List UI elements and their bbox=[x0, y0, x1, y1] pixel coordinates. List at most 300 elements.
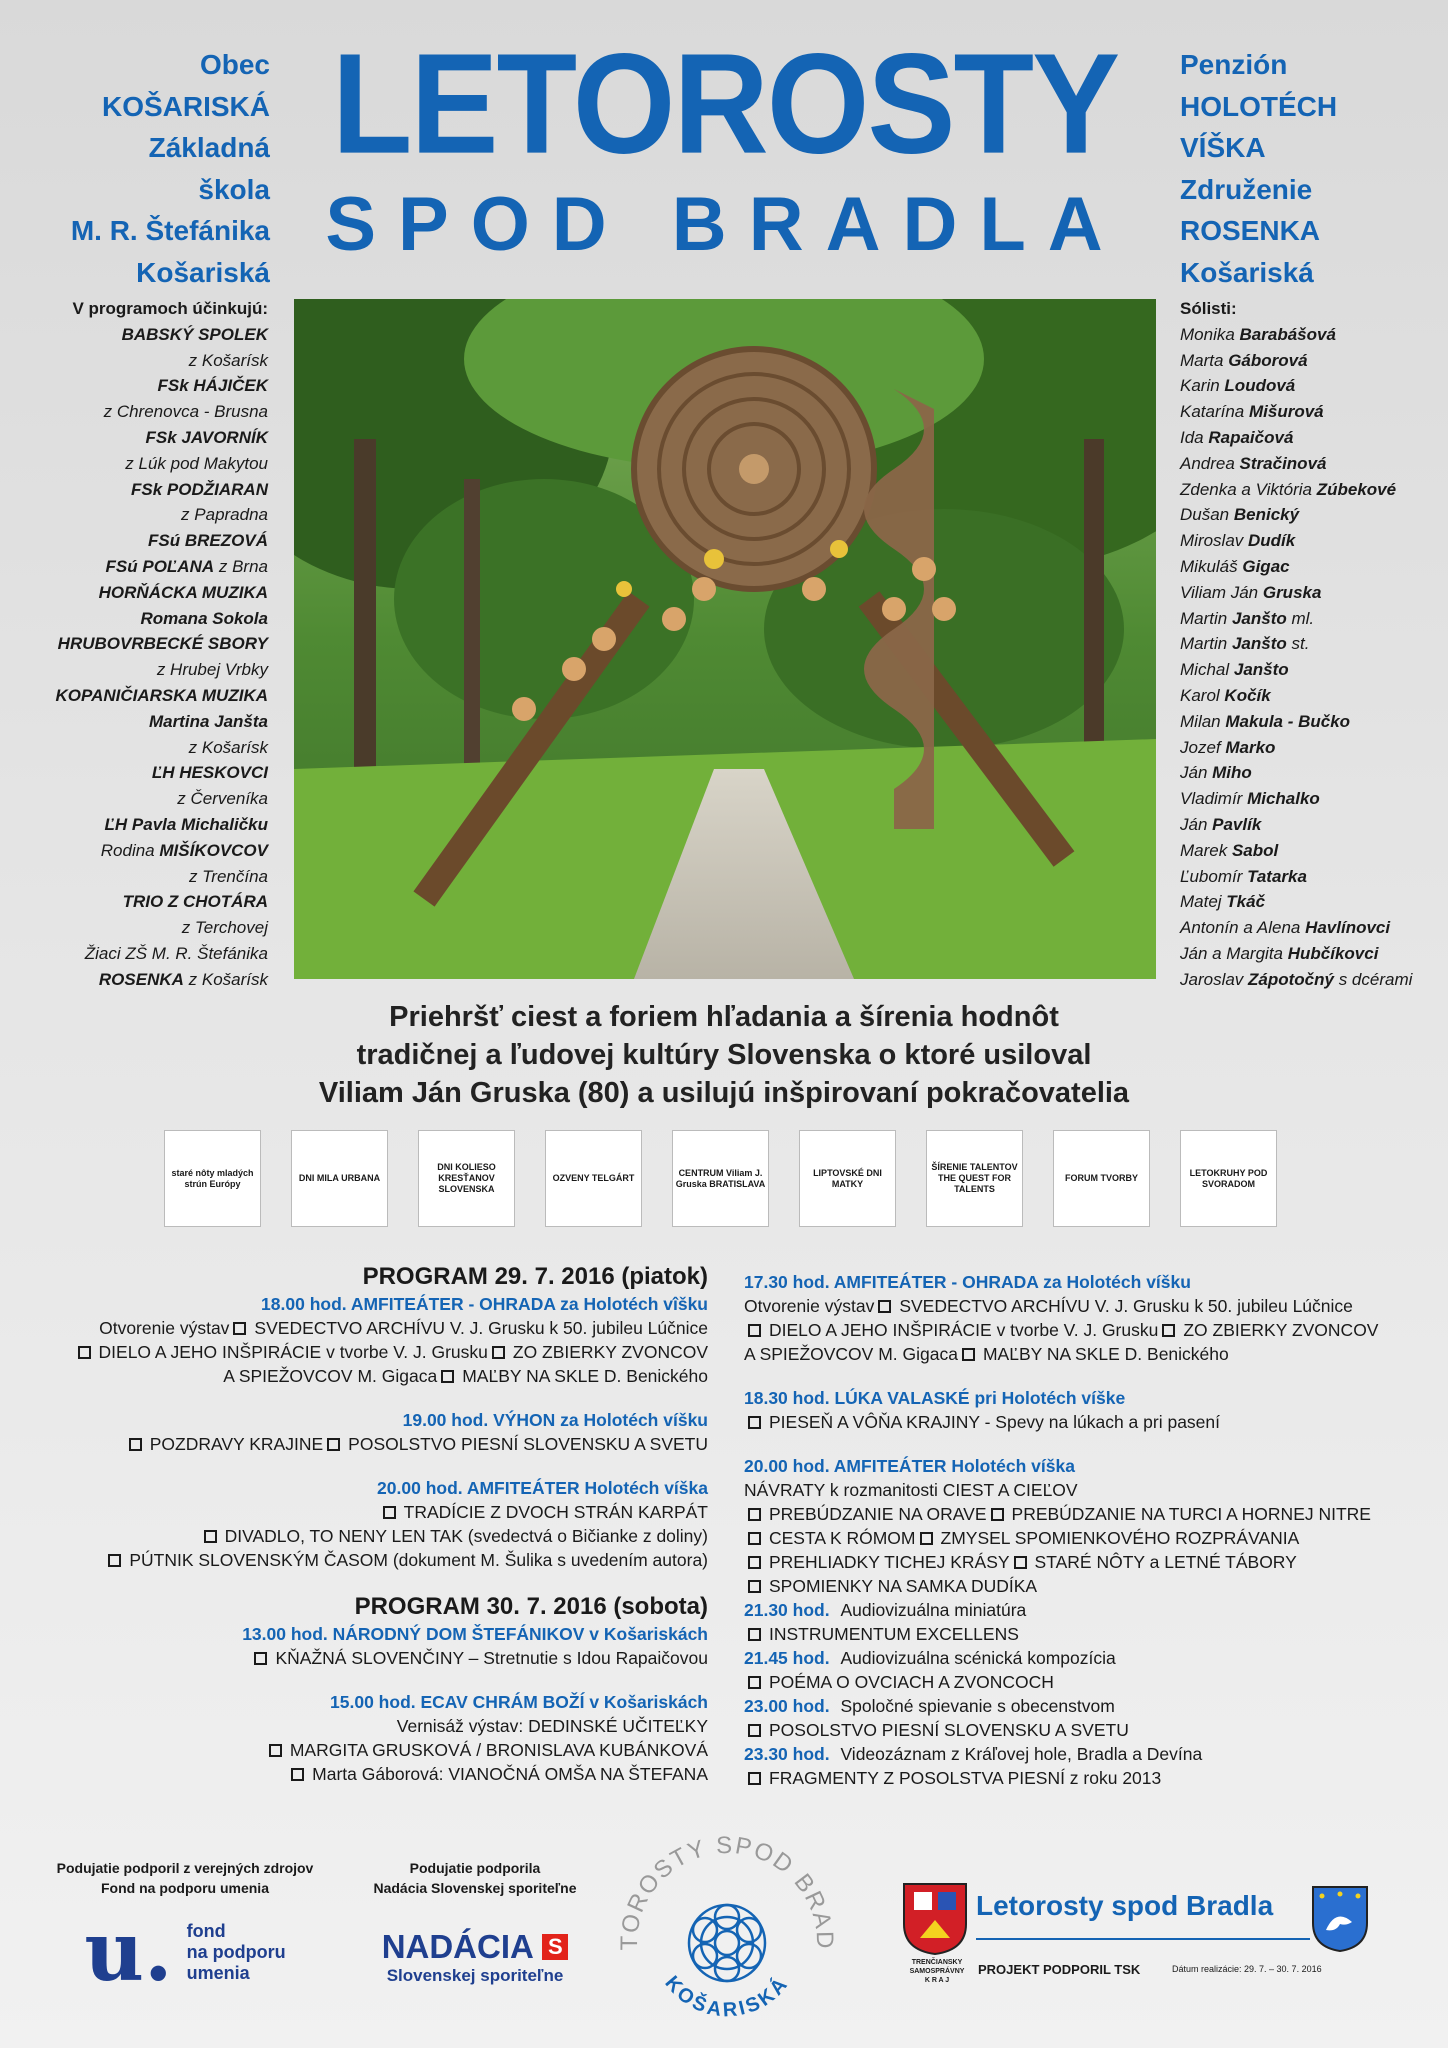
seal-icon bbox=[612, 1828, 842, 2038]
performer-line bbox=[10, 864, 268, 890]
program-item: Videozáznam z Kráľovej hole, Bradla a Devína bbox=[840, 1744, 1203, 1764]
soloist-line bbox=[1180, 735, 1440, 761]
program-item: POÉMA O OVCIACH A ZVONCOCH bbox=[769, 1672, 1054, 1692]
performer-line bbox=[10, 373, 268, 399]
organizer-line: ROSENKA bbox=[1180, 215, 1321, 246]
soloist-surname: Benický bbox=[1233, 505, 1300, 525]
performer-line bbox=[10, 502, 268, 528]
soloist-first: Jozef bbox=[1180, 737, 1226, 757]
performer-line bbox=[10, 631, 268, 657]
checkbox-square-icon bbox=[254, 1652, 267, 1665]
tsk-sponsor bbox=[900, 1880, 1380, 2010]
program-line bbox=[20, 1432, 708, 1456]
soloist-line bbox=[1180, 451, 1440, 477]
soloist-first: Miroslav bbox=[1180, 531, 1249, 551]
program-line bbox=[744, 1598, 1434, 1622]
soloist-line bbox=[1180, 348, 1440, 374]
organizer-line: VÍŠKA bbox=[1180, 132, 1266, 163]
checkbox-square-icon bbox=[441, 1370, 454, 1383]
program-line bbox=[744, 1478, 1434, 1502]
soloist-surname: Mišurová bbox=[1249, 402, 1324, 422]
performer-name: TRIO Z CHOTÁRA bbox=[122, 892, 268, 912]
soloist-first: Antonín a Alena bbox=[1180, 918, 1306, 938]
program-line bbox=[744, 1502, 1434, 1526]
program-item: CESTA K RÓMOM bbox=[769, 1528, 916, 1548]
soloist-surname: Dudík bbox=[1248, 531, 1296, 551]
soloist-surname: Gigac bbox=[1242, 556, 1290, 576]
program-item: PREBÚDZANIE NA TURCI A HORNEJ NITRE bbox=[1011, 1504, 1371, 1524]
soloist-line bbox=[1180, 477, 1440, 503]
partner-logo: ŠÍRENIE TALENTOV THE QUEST FOR TALENTS bbox=[926, 1130, 1023, 1227]
soloist-surname: Zúbekové bbox=[1316, 479, 1397, 499]
checkbox-square-icon bbox=[1014, 1556, 1027, 1569]
performer-line bbox=[10, 889, 268, 915]
performer-line bbox=[10, 322, 268, 348]
checkbox-square-icon bbox=[492, 1346, 505, 1359]
program-item: PREHLIADKY TICHEJ KRÁSY bbox=[769, 1552, 1010, 1572]
program-line bbox=[744, 1550, 1434, 1574]
soloist-surname: Janšto bbox=[1231, 608, 1287, 628]
program-line bbox=[744, 1742, 1434, 1766]
checkbox-square-icon bbox=[748, 1556, 761, 1569]
performer-name: ROSENKA bbox=[98, 969, 184, 989]
organizer-left bbox=[40, 44, 270, 293]
program-line bbox=[744, 1342, 1434, 1366]
soloist-line bbox=[1180, 502, 1440, 528]
tsk-small-line: SAMOSPRÁVNY bbox=[909, 1968, 965, 1975]
program-item: KŇAŽNÁ SLOVENČINY – Stretnutie s Idou Rapaičovou bbox=[275, 1648, 708, 1668]
soloist-surname: Loudová bbox=[1224, 376, 1296, 396]
soloist-line bbox=[1180, 425, 1440, 451]
spacer bbox=[20, 1456, 708, 1476]
tsk-title: Letorosty spod Bradla bbox=[976, 1890, 1274, 1921]
program-item: MAĽBY NA SKLE D. Benického bbox=[982, 1344, 1229, 1364]
soloist-line bbox=[1180, 657, 1440, 683]
program-item: FRAGMENTY Z POSOLSTVA PIESNÍ z roku 2013 bbox=[769, 1768, 1162, 1788]
checkbox-square-icon bbox=[383, 1506, 396, 1519]
tsk-coat-of-arms-icon bbox=[900, 1880, 970, 1956]
soloist-line bbox=[1180, 812, 1440, 838]
soloist-line bbox=[1180, 889, 1440, 915]
organizer-line: Základná bbox=[148, 132, 270, 163]
program-item: Vernisáž výstav: DEDINSKÉ UČITEĽKY bbox=[396, 1716, 708, 1736]
program-item: ZO ZBIERKY ZVONCOV bbox=[512, 1342, 708, 1362]
soloist-first: Ľubomír bbox=[1180, 866, 1248, 886]
soloist-first: Marek bbox=[1180, 840, 1232, 860]
soloist-first: Martin bbox=[1180, 608, 1232, 628]
soloist-surname: Janšto bbox=[1233, 660, 1289, 680]
soloist-surname: Marko bbox=[1225, 737, 1276, 757]
program-line bbox=[744, 1622, 1434, 1646]
nadacia-logo-text: NADÁCIA bbox=[381, 1928, 534, 1965]
checkbox-square-icon bbox=[108, 1554, 121, 1567]
performer-line bbox=[10, 606, 268, 632]
soloist-line bbox=[1180, 838, 1440, 864]
performer-name: ĽH HESKOVCI bbox=[151, 763, 268, 783]
performer-origin: z Košarísk bbox=[188, 737, 268, 757]
program-line bbox=[20, 1548, 708, 1572]
program-line bbox=[744, 1670, 1434, 1694]
checkbox-square-icon bbox=[129, 1438, 142, 1451]
performer-origin: z Papradna bbox=[181, 505, 268, 525]
tagline-line: Priehršť ciest a foriem hľadania a šírenia hodnôt bbox=[389, 1001, 1059, 1033]
program-line bbox=[20, 1762, 708, 1786]
checkbox-square-icon bbox=[748, 1324, 761, 1337]
soloist-line bbox=[1180, 760, 1440, 786]
program-line bbox=[20, 1524, 708, 1548]
performer-line bbox=[10, 709, 268, 735]
soloist-surname: Makula - Bučko bbox=[1225, 711, 1351, 731]
organizer-line: Košariská bbox=[136, 256, 270, 288]
soloist-surname: Miho bbox=[1212, 763, 1252, 783]
program-time: 21.30 hod. bbox=[744, 1600, 835, 1620]
performer-line bbox=[10, 812, 268, 838]
program-time: 23.00 hod. bbox=[744, 1696, 835, 1716]
program-item: STARÉ NÔTY a LETNÉ TÁBORY bbox=[1034, 1552, 1297, 1572]
program-line bbox=[20, 1646, 708, 1670]
partner-logos bbox=[164, 1130, 1284, 1228]
soloist-surname: Kočík bbox=[1224, 685, 1271, 705]
soloist-first: Matej bbox=[1180, 892, 1227, 912]
program-item: SVEDECTVO ARCHÍVU V. J. Grusku k 50. jubileu Lúčnice bbox=[254, 1318, 708, 1338]
program-item: NÁVRATY k rozmanitosti CIEST A CIEĽOV bbox=[744, 1480, 1078, 1500]
soloist-line bbox=[1180, 580, 1440, 606]
soloist-surname: Janšto bbox=[1231, 634, 1287, 654]
performer-origin: z Červeníka bbox=[177, 789, 268, 809]
performer-origin: Žiaci ZŠ M. R. Štefánika bbox=[84, 943, 268, 963]
soloist-surname: Sabol bbox=[1231, 840, 1279, 860]
program-item: Otvorenie výstav bbox=[744, 1296, 875, 1316]
checkbox-square-icon bbox=[991, 1508, 1004, 1521]
program-line bbox=[20, 1738, 708, 1762]
fpu-caption-1: Podujatie podporil z verejných zdrojov bbox=[56, 1860, 314, 1876]
program-line bbox=[744, 1646, 1434, 1670]
program-item: Marta Gáborová: VIANOČNÁ OMŠA NA ŠTEFANA bbox=[312, 1764, 708, 1784]
checkbox-square-icon bbox=[748, 1580, 761, 1593]
soloist-surname: Hubčíkovci bbox=[1287, 943, 1379, 963]
organizer-right bbox=[1180, 44, 1420, 293]
checkbox-square-icon bbox=[748, 1772, 761, 1785]
spacer bbox=[20, 1670, 708, 1690]
soloist-first: Jaroslav bbox=[1180, 969, 1249, 989]
spacer bbox=[744, 1434, 1434, 1454]
performer-line bbox=[10, 399, 268, 425]
seal-bottom-text: KOŠARISKÁ bbox=[660, 1972, 794, 2022]
checkbox-square-icon bbox=[269, 1744, 282, 1757]
nadacia-logo bbox=[345, 1928, 605, 1986]
checkbox-square-icon bbox=[748, 1676, 761, 1689]
partner-logo: FORUM TVORBY bbox=[1053, 1130, 1150, 1227]
soloist-line bbox=[1180, 631, 1440, 657]
program-item: SPOMIENKY NA SAMKA DUDÍKA bbox=[769, 1576, 1038, 1596]
soloist-first: Ida bbox=[1180, 427, 1209, 447]
soloist-first: Monika bbox=[1180, 324, 1240, 344]
soloist-surname: Zápotočný bbox=[1248, 969, 1334, 989]
organizer-line: Košariská bbox=[1180, 256, 1314, 288]
festival-seal bbox=[612, 1828, 842, 2038]
organizer-line: Obec bbox=[199, 49, 270, 80]
organizer-line: HOLOTÉCH bbox=[1180, 90, 1338, 122]
soloist-line bbox=[1180, 373, 1440, 399]
program-item: MAĽBY NA SKLE D. Benického bbox=[462, 1366, 708, 1386]
soloist-suffix: ml. bbox=[1286, 608, 1315, 628]
performer-name: FSk JAVORNÍK bbox=[145, 427, 268, 447]
program-time-venue: 20.00 hod. AMFITEÁTER Holotéch víška bbox=[377, 1478, 708, 1498]
program-friday bbox=[20, 1262, 708, 1786]
soloist-first: Dušan bbox=[1180, 505, 1234, 525]
partner-logo: LETOKRUHY POD SVORADOM bbox=[1180, 1130, 1277, 1227]
soloist-line bbox=[1180, 941, 1440, 967]
tsk-small-line: TRENČIANSKY bbox=[911, 1959, 963, 1966]
fpu-u-icon: u. bbox=[84, 1904, 173, 2000]
soloist-first: Ján a Margita bbox=[1180, 943, 1288, 963]
program-time-venue: 19.00 hod. VÝHON za Holotéch víšku bbox=[402, 1410, 708, 1430]
soloist-first: Martin bbox=[1180, 634, 1232, 654]
program-line bbox=[20, 1340, 708, 1364]
performer-line bbox=[10, 348, 268, 374]
seal-top-text: TOROSTY SPOD BRAD bbox=[615, 1831, 839, 1951]
tsk-small-line: K R A J bbox=[924, 1977, 950, 1984]
soloist-first: Mikuláš bbox=[1180, 556, 1243, 576]
checkbox-square-icon bbox=[1162, 1324, 1175, 1337]
performer-line bbox=[10, 477, 268, 503]
performer-name: FSú POĽANA bbox=[105, 556, 215, 576]
performer-line bbox=[10, 425, 268, 451]
program-item: TRADÍCIE Z DVOCH STRÁN KARPÁT bbox=[403, 1502, 708, 1522]
checkbox-square-icon bbox=[748, 1724, 761, 1737]
program-time-venue: 18.30 hod. LÚKA VALASKÉ pri Holotéch víške bbox=[744, 1388, 1126, 1408]
performer-line bbox=[10, 451, 268, 477]
fpu-logo-line: na podporu bbox=[186, 1941, 286, 1962]
soloist-line bbox=[1180, 528, 1440, 554]
soloist-surname: Tatarka bbox=[1247, 866, 1307, 886]
fpu-sponsor bbox=[30, 1858, 340, 2000]
performer-line bbox=[10, 760, 268, 786]
soloist-line bbox=[1180, 786, 1440, 812]
soloist-surname: Gruska bbox=[1262, 582, 1322, 602]
performer-line bbox=[10, 735, 268, 761]
program-line bbox=[744, 1526, 1434, 1550]
program-item: Otvorenie výstav bbox=[99, 1318, 230, 1338]
partner-logo: staré nôty mladých strún Európy bbox=[164, 1130, 261, 1227]
soloists-list bbox=[1180, 296, 1440, 993]
performer-origin: z Košarísk bbox=[188, 350, 268, 370]
soloist-first: Marta bbox=[1180, 350, 1229, 370]
photo-illustration bbox=[294, 299, 1156, 979]
program-line bbox=[20, 1500, 708, 1524]
program-saturday-evening bbox=[744, 1270, 1434, 1790]
program-time-venue: 20.00 hod. AMFITEÁTER Holotéch víška bbox=[744, 1456, 1075, 1476]
soloist-line bbox=[1180, 915, 1440, 941]
performer-origin: Rodina bbox=[100, 840, 160, 860]
checkbox-square-icon bbox=[962, 1348, 975, 1361]
checkbox-square-icon bbox=[748, 1508, 761, 1521]
performer-line bbox=[10, 580, 268, 606]
partner-logo: CENTRUM Viliam J. Gruska BRATISLAVA bbox=[672, 1130, 769, 1227]
performer-line bbox=[10, 554, 268, 580]
program-item: A SPIEŽOVCOV M. Gigaca bbox=[223, 1366, 438, 1386]
program-line bbox=[744, 1766, 1434, 1790]
soloist-surname: Michalko bbox=[1247, 789, 1320, 809]
program-item: SVEDECTVO ARCHÍVU V. J. Grusku k 50. jubileu Lúčnice bbox=[899, 1296, 1353, 1316]
soloist-suffix: st. bbox=[1286, 634, 1310, 654]
soloist-line bbox=[1180, 864, 1440, 890]
spacer bbox=[744, 1366, 1434, 1386]
performer-name: HRUBOVRBECKÉ SBORY bbox=[57, 634, 268, 654]
program-line bbox=[744, 1410, 1434, 1434]
program-item: PREBÚDZANIE NA ORAVE bbox=[769, 1504, 987, 1524]
checkbox-square-icon bbox=[291, 1768, 304, 1781]
program-item: DIELO A JEHO INŠPIRÁCIE v tvorbe V. J. Grusku bbox=[769, 1320, 1159, 1340]
performer-name: ĽH Pavla Michaličku bbox=[104, 814, 268, 834]
program-line bbox=[744, 1694, 1434, 1718]
program-heading: PROGRAM 29. 7. 2016 (piatok) bbox=[362, 1263, 708, 1290]
svg-text:KOŠARISKÁ bbox=[660, 1971, 793, 2021]
wicker-gate-photo bbox=[294, 299, 1156, 979]
performer-name: KOPANIČIARSKA MUZIKA bbox=[55, 685, 268, 705]
tsk-project: PROJEKT PODPORIL TSK bbox=[978, 1962, 1141, 1977]
partner-logo: LIPTOVSKÉ DNI MATKY bbox=[799, 1130, 896, 1227]
soloist-first: Vladimír bbox=[1180, 789, 1248, 809]
checkbox-square-icon bbox=[204, 1530, 217, 1543]
performer-origin: z Brna bbox=[214, 556, 268, 576]
performer-line bbox=[10, 838, 268, 864]
soloist-surname: Tkáč bbox=[1226, 892, 1266, 912]
performer-name: FSk PODŽIARAN bbox=[131, 479, 268, 499]
nadacia-caption-1: Podujatie podporila bbox=[409, 1860, 541, 1876]
checkbox-square-icon bbox=[327, 1438, 340, 1451]
program-time-venue: 15.00 hod. ECAV CHRÁM BOŽÍ v Košariskách bbox=[330, 1692, 708, 1712]
checkbox-square-icon bbox=[878, 1300, 891, 1313]
checkbox-square-icon bbox=[748, 1628, 761, 1641]
performers-heading: V programoch účinkujú: bbox=[72, 299, 268, 318]
nadacia-logo-sub: Slovenskej sporiteľne bbox=[386, 1966, 564, 1985]
program-time: 23.30 hod. bbox=[744, 1744, 835, 1764]
program-item: A SPIEŽOVCOV M. Gigaca bbox=[744, 1344, 958, 1364]
program-item: PIESEŇ A VÔŇA KRAJINY - Spevy na lúkach a pri pasení bbox=[769, 1412, 1221, 1432]
performer-origin: z Lúk pod Makytou bbox=[125, 453, 268, 473]
performer-origin: z Trenčína bbox=[188, 866, 268, 886]
soloist-surname: Pavlík bbox=[1212, 814, 1262, 834]
performer-origin: z Chrenovca - Brusna bbox=[103, 402, 268, 422]
program-item: ZO ZBIERKY ZVONCOV bbox=[1183, 1320, 1379, 1340]
soloist-suffix: s dcérami bbox=[1333, 969, 1413, 989]
program-line bbox=[744, 1574, 1434, 1598]
soloist-first: Michal bbox=[1180, 660, 1234, 680]
program-item: POZDRAVY KRAJINE bbox=[149, 1434, 324, 1454]
program-line bbox=[744, 1294, 1434, 1318]
program-item: Audiovizuálna miniatúra bbox=[840, 1600, 1027, 1620]
performer-line bbox=[10, 941, 268, 967]
poster-subtitle: SPOD BRADLA bbox=[325, 182, 1125, 267]
organizer-line: Penzión bbox=[1180, 49, 1288, 80]
program-line bbox=[744, 1718, 1434, 1742]
program-time-venue: 13.00 hod. NÁRODNÝ DOM ŠTEFÁNIKOV v Košariskách bbox=[242, 1624, 708, 1644]
partner-logo: DNI MILA URBANA bbox=[291, 1130, 388, 1227]
performer-name: FSú BREZOVÁ bbox=[148, 531, 268, 551]
soloist-line bbox=[1180, 709, 1440, 735]
soloist-surname: Rapaičová bbox=[1208, 427, 1294, 447]
fpu-logo bbox=[30, 1904, 340, 2000]
performer-name: HORŇÁCKA MUZIKA bbox=[98, 582, 268, 602]
performer-origin: z Hrubej Vrbky bbox=[156, 660, 268, 680]
performer-line bbox=[10, 967, 268, 993]
spacer bbox=[20, 1572, 708, 1592]
program-line bbox=[744, 1318, 1434, 1342]
poster-title: LETOROSTY bbox=[331, 24, 1119, 183]
checkbox-square-icon bbox=[748, 1416, 761, 1429]
performer-name: Martina Janšta bbox=[148, 711, 268, 731]
program-line bbox=[20, 1364, 708, 1388]
checkbox-square-icon bbox=[233, 1322, 246, 1335]
program-item: POSOLSTVO PIESNÍ SLOVENSKU A SVETU bbox=[348, 1434, 708, 1454]
performer-line bbox=[10, 786, 268, 812]
performer-name: Romana Sokola bbox=[140, 608, 268, 628]
fpu-logo-line: umenia bbox=[186, 1962, 250, 1983]
program-time-venue: 17.30 hod. AMFITEÁTER - OHRADA za Holotéch víšku bbox=[744, 1272, 1191, 1292]
soloist-line bbox=[1180, 322, 1440, 348]
soloist-line bbox=[1180, 554, 1440, 580]
soloists-heading: Sólisti: bbox=[1180, 299, 1237, 318]
soloist-first: Ján bbox=[1180, 763, 1213, 783]
nadacia-sponsor bbox=[345, 1858, 605, 1986]
tagline-line: Viliam Ján Gruska (80) a usilujú inšpirovaní pokračovatelia bbox=[318, 1077, 1130, 1109]
soloist-first: Milan bbox=[1180, 711, 1226, 731]
program-item: DIELO A JEHO INŠPIRÁCIE v tvorbe V. J. Grusku bbox=[98, 1342, 488, 1362]
program-item: INSTRUMENTUM EXCELLENS bbox=[769, 1624, 1019, 1644]
spacer bbox=[20, 1388, 708, 1408]
soloist-first: Ján bbox=[1180, 814, 1213, 834]
soloist-surname: Gáborová bbox=[1228, 350, 1308, 370]
kosariska-crest-icon bbox=[1310, 1884, 1370, 1954]
performer-line bbox=[10, 657, 268, 683]
soloist-surname: Barabášová bbox=[1239, 324, 1336, 344]
soloist-first: Andrea bbox=[1180, 453, 1240, 473]
performer-name: FSk HÁJIČEK bbox=[157, 376, 268, 396]
performer-origin: z Košarísk bbox=[183, 969, 268, 989]
organizer-line: Združenie bbox=[1180, 173, 1313, 205]
soloist-line bbox=[1180, 967, 1440, 993]
program-item: PÚTNIK SLOVENSKÝM ČASOM (dokument M. Šulika s uvedením autora) bbox=[129, 1550, 708, 1570]
checkbox-square-icon bbox=[78, 1346, 91, 1359]
soloist-first: Viliam Ján bbox=[1180, 582, 1263, 602]
performer-name: BABSKÝ SPOLEK bbox=[121, 324, 268, 344]
soloist-line bbox=[1180, 606, 1440, 632]
program-item: Spoločné spievanie s obecenstvom bbox=[840, 1696, 1115, 1716]
program-item: DIVADLO, TO NENY LEN TAK (svedectvá o Bičianke z doliny) bbox=[224, 1526, 708, 1546]
nadacia-caption-2: Nadácia Slovenskej sporiteľne bbox=[373, 1880, 577, 1896]
program-line bbox=[20, 1714, 708, 1738]
program-item: ZMYSEL SPOMIENKOVÉHO ROZPRÁVANIA bbox=[940, 1528, 1300, 1548]
performer-origin: z Terchovej bbox=[181, 918, 268, 938]
performer-line bbox=[10, 915, 268, 941]
fpu-logo-line: fond bbox=[186, 1920, 226, 1941]
performer-line bbox=[10, 528, 268, 554]
program-time: 21.45 hod. bbox=[744, 1648, 835, 1668]
performer-name: MIŠÍKOVCOV bbox=[159, 840, 268, 860]
organizer-line: škola bbox=[198, 173, 270, 205]
program-line bbox=[20, 1316, 708, 1340]
performer-line bbox=[10, 683, 268, 709]
soloist-line bbox=[1180, 399, 1440, 425]
performers-list bbox=[10, 296, 268, 993]
tsk-date: Dátum realizácie: 29. 7. – 30. 7. 2016 bbox=[1172, 1964, 1322, 1974]
tagline bbox=[200, 998, 1248, 1112]
soloist-first: Karin bbox=[1180, 376, 1225, 396]
tagline-line: tradičnej a ľudovej kultúry Slovenska o ktoré usiloval bbox=[356, 1039, 1092, 1071]
soloist-surname: Havlínovci bbox=[1305, 918, 1391, 938]
sporitelna-s-icon: S bbox=[542, 1934, 568, 1960]
